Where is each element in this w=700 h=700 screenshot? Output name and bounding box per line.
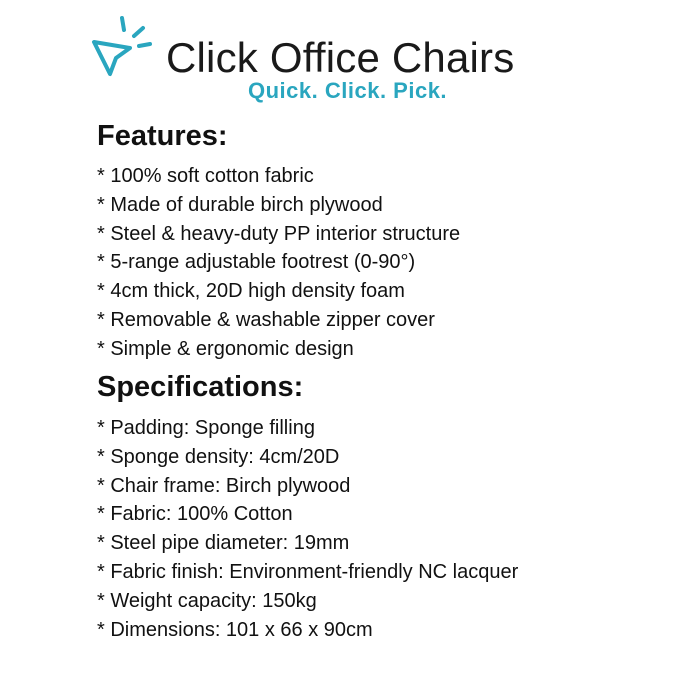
cursor-click-icon	[88, 14, 156, 82]
features-heading: Features:	[97, 120, 228, 152]
feature-item: * Steel & heavy-duty PP interior structure	[97, 222, 461, 245]
feature-item: * 100% soft cotton fabric	[97, 165, 314, 187]
features-list	[97, 162, 460, 364]
spec-item: * Weight capacity: 150kg	[97, 589, 317, 612]
brand-name: Click Office Chairs	[166, 34, 515, 81]
feature-item: * Made of durable birch plywood	[97, 193, 383, 216]
brand-logo	[88, 14, 548, 104]
feature-item: * Removable & washable zipper cover	[97, 308, 435, 331]
spec-item: * Fabric finish: Environment-friendly NC lacquer	[97, 560, 519, 583]
brand-tagline: Quick. Click. Pick.	[248, 78, 448, 103]
feature-item: * 4cm thick, 20D high density foam	[97, 280, 405, 303]
feature-item: * Simple & ergonomic design	[97, 337, 354, 360]
spec-item: * Chair frame: Birch plywood	[97, 474, 351, 497]
spec-item: * Padding: Sponge filling	[97, 417, 315, 439]
spec-item: * Fabric: 100% Cotton	[97, 503, 293, 526]
feature-item: * 5-range adjustable footrest (0-90°)	[97, 251, 416, 274]
spec-item: * Dimensions: 101 x 66 x 90cm	[97, 618, 373, 641]
specifications-list	[97, 414, 518, 644]
spec-item: * Sponge density: 4cm/20D	[97, 445, 340, 468]
spec-item: * Steel pipe diameter: 19mm	[97, 532, 350, 555]
specifications-heading: Specifications:	[97, 371, 304, 403]
